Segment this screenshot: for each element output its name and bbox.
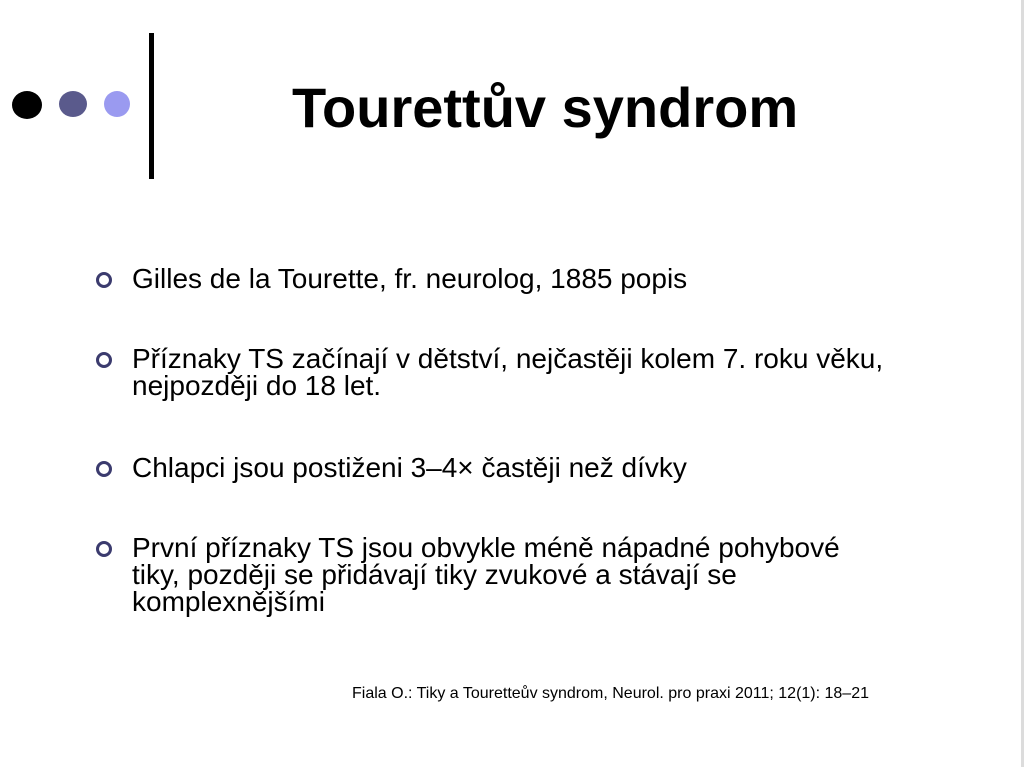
bullet-item: [132, 265, 892, 292]
bullet-item: [132, 534, 892, 615]
bullet-circle-icon: [96, 461, 112, 477]
decorative-dot-lavender: [104, 91, 130, 117]
bullet-item: [132, 345, 892, 399]
bullet-circle-icon: [96, 541, 112, 557]
bullet-item: [132, 454, 892, 481]
decorative-dot-slate: [59, 91, 87, 117]
bullet-text: Chlapci jsou postiženi 3–4× častěji než dívky: [132, 452, 687, 483]
bullet-circle-icon: [96, 352, 112, 368]
bullet-text: Příznaky TS začínají v dětství, nejčastěji kolem 7. roku věku, nejpozději do 18 let.: [132, 343, 884, 401]
decorative-dot-black: [12, 91, 42, 119]
bullet-text: Gilles de la Tourette, fr. neurolog, 1885 popis: [132, 263, 688, 294]
citation: Fiala O.: Tiky a Touretteův syndrom, Neurol. pro praxi 2011; 12(1): 18–21: [352, 685, 869, 702]
bullet-text: První příznaky TS jsou obvykle méně nápadné pohybové tiky, později se přidávají tiky zvukové a stávají se komplexnějšími: [132, 532, 840, 617]
slide-title: Tourettův syndrom: [292, 76, 799, 139]
title-divider-line: [149, 33, 154, 179]
bullet-circle-icon: [96, 272, 112, 288]
